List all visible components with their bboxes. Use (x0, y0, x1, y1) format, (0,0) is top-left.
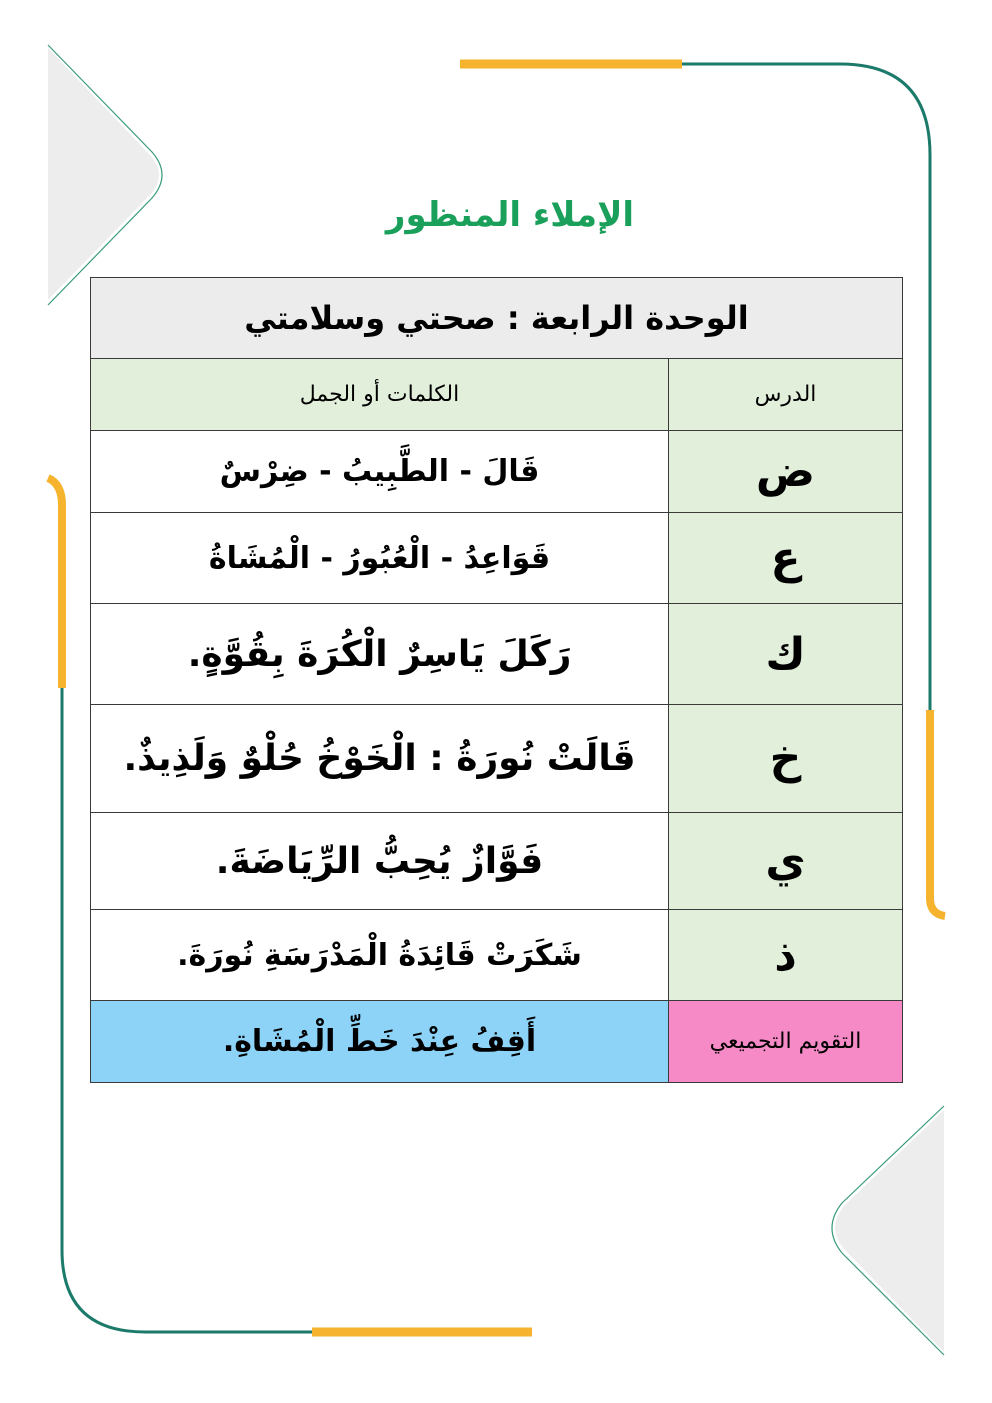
lesson-letter: ذ (669, 910, 903, 1001)
header-row (91, 359, 903, 431)
lesson-letter: خ (669, 705, 903, 813)
lesson-words: فَوَّازٌ يُحِبُّ الرِّيَاضَةَ. (91, 813, 669, 910)
lesson-words: قَالَتْ نُورَةُ : الْخَوْخُ حُلْوٌ وَلَذِيذٌ. (91, 705, 669, 813)
table-row (91, 705, 903, 813)
header-lesson: الدرس (669, 359, 903, 431)
accent-right (930, 710, 945, 916)
lesson-letter: ي (669, 813, 903, 910)
page-title: الإملاء المنظور (385, 195, 635, 235)
assessment-row (91, 1001, 903, 1083)
accent-left (48, 478, 62, 688)
unit-title: الوحدة الرابعة : صحتي وسلامتي (91, 278, 903, 359)
assessment-label: التقويم التجميعي (669, 1001, 903, 1083)
unit-row (91, 278, 903, 359)
lesson-letter: ض (669, 431, 903, 513)
lesson-words: قَالَ - الطَّبِيبُ - ضِرْسٌ (91, 431, 669, 513)
assessment-text: أَقِفُ عِنْدَ خَطِّ الْمُشَاةِ. (91, 1001, 669, 1083)
table-row (91, 910, 903, 1001)
corner-shape-bottom-right (835, 1110, 944, 1352)
table-row (91, 431, 903, 513)
table-row (91, 813, 903, 910)
table-row (91, 604, 903, 705)
header-words: الكلمات أو الجمل (91, 359, 669, 431)
lesson-letter: ع (669, 513, 903, 604)
lesson-words: شَكَرَتْ قَائِدَةُ الْمَدْرَسَةِ نُورَةَ. (91, 910, 669, 1001)
lesson-letter: ك (669, 604, 903, 705)
table-row (91, 513, 903, 604)
dictation-table (90, 277, 903, 1083)
lesson-words: رَكَلَ يَاسِرٌ الْكُرَةَ بِقُوَّةٍ. (91, 604, 669, 705)
lesson-words: قَوَاعِدُ - الْعُبُورُ - الْمُشَاةُ (91, 513, 669, 604)
corner-shape-top-left (48, 48, 159, 300)
